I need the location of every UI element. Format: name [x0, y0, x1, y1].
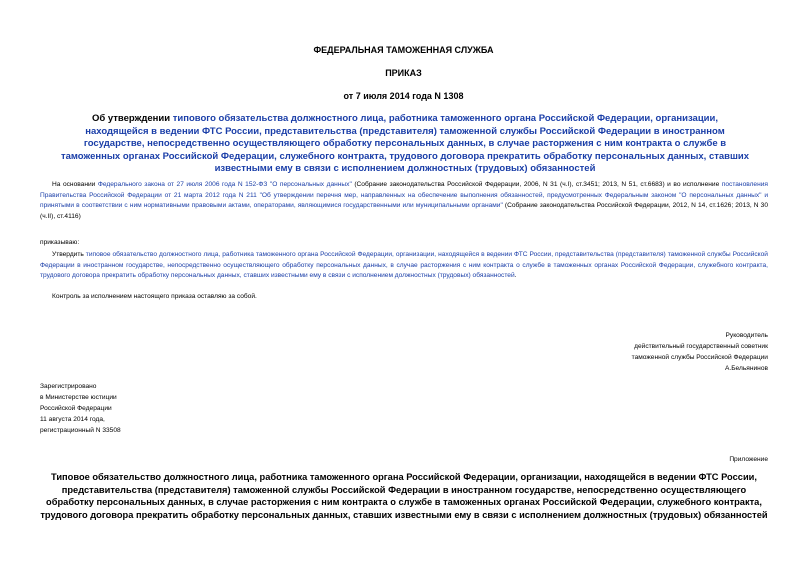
appendix-title: Типовое обязательство должностного лица, работника таможенного органа Российской Федерации, организации, находящейся в ведении ФТС России, представительства (представителя) таможенной службы Российской Федерации в иностранном государстве, непосредственно осуществляющего обработку персональных данных, в случае расторжения с ним контракта о службе в таможенных органах Российской Федерации, служебного контракта, трудового договора прекратить обработку персональных данных, ставших известными ему в связи с исполнением должностных (трудовых) обязанностей	[40, 472, 768, 520]
registration-line: Российской Федерации	[40, 405, 112, 412]
order-title	[60, 113, 750, 176]
government-decree-link[interactable]: постановления Правительства Российской Федерации от 21 марта 2012 года N 211 "Об утверждении перечня мер, направленных на обеспечение выполнения обязанностей, предусмотренных Федеральным законом "О персональных данных" и принятыми в соответствии с ним нормативными правовыми актами, операторами, являющимися государственными или муниципальными органами"	[40, 181, 768, 209]
basis-paragraph	[40, 180, 768, 222]
signature-block	[560, 331, 768, 375]
signature-line: А.Бельянинов	[725, 365, 768, 372]
registration-line: в Министерстве юстиции	[40, 394, 117, 401]
typical-obligation-link[interactable]: типовое обязательство должностного лица, работника таможенного органа Российской Федерации, организации, находящейся в ведении ФТС России, представительства (представителя) таможенной службы Российской Федерации в иностранном государстве, непосредственно осуществляющего обработку персональных данных, в случае расторжения с ним контракта о службе в таможенных органах Российской Федерации, служебного контракта, трудового договора прекратить обработку персональных данных, ставших известными ему в связи с исполнением должностных (трудовых) обязанностей	[40, 251, 768, 279]
agency-heading: ФЕДЕРАЛЬНАЯ ТАМОЖЕННАЯ СЛУЖБА	[313, 45, 494, 55]
appendix-label: Приложение	[729, 456, 768, 463]
basis-text-3: (Собрание законодательства Российской Федерации, 2012, N 14, ст.1626; 2013, N 30 (ч.II), ст.4116)	[40, 202, 768, 220]
title-link[interactable]: типового обязательства должностного лица, работника таможенного органа Российской Федерации, организации, находящейся в ведении ФТС России, представительства (представителя) таможенной службы Российской Федерации в иностранном государстве, непосредственно осуществляющего обработку персональных данных, в случае расторжения с ним контракта о службе в таможенных органах Российской Федерации, служебного контракта, трудового договора прекратить обработку персональных данных, ставших известными ему в связи с исполнением должностных (трудовых) обязанностей	[60, 113, 750, 174]
signature-line: Руководитель	[725, 332, 768, 339]
signature-line: действительный государственный советник	[634, 343, 768, 350]
date-number-heading: от 7 июля 2014 года N 1308	[343, 91, 464, 101]
federal-law-link[interactable]: Федерального закона от 27 июля 2006 года N 152-ФЗ "О персональных данных"	[97, 181, 352, 188]
title-prefix: Об утверждении	[91, 113, 173, 124]
registration-line: 11 августа 2014 года,	[40, 416, 105, 423]
registration-line: регистрационный N 33508	[40, 427, 121, 434]
order-word: приказываю:	[40, 239, 80, 246]
control-paragraph: Контроль за исполнением настоящего приказа оставляю за собой.	[52, 293, 257, 300]
decree-text-1: Утвердить	[52, 251, 86, 258]
registration-line: Зарегистрировано	[40, 383, 97, 390]
decree-text-2: .	[514, 272, 517, 279]
signature-line: таможенной службы Российской Федерации	[631, 354, 768, 361]
basis-text-1: На основании	[52, 181, 98, 188]
decree-paragraph	[40, 250, 768, 282]
doc-type-heading: ПРИКАЗ	[385, 68, 422, 78]
registration-block	[40, 382, 121, 437]
basis-text-2: (Собрание законодательства Российской Федерации, 2006, N 31 (ч.I), ст.3451; 2013, N 51, ст.6683) и во исполнение	[351, 181, 722, 188]
